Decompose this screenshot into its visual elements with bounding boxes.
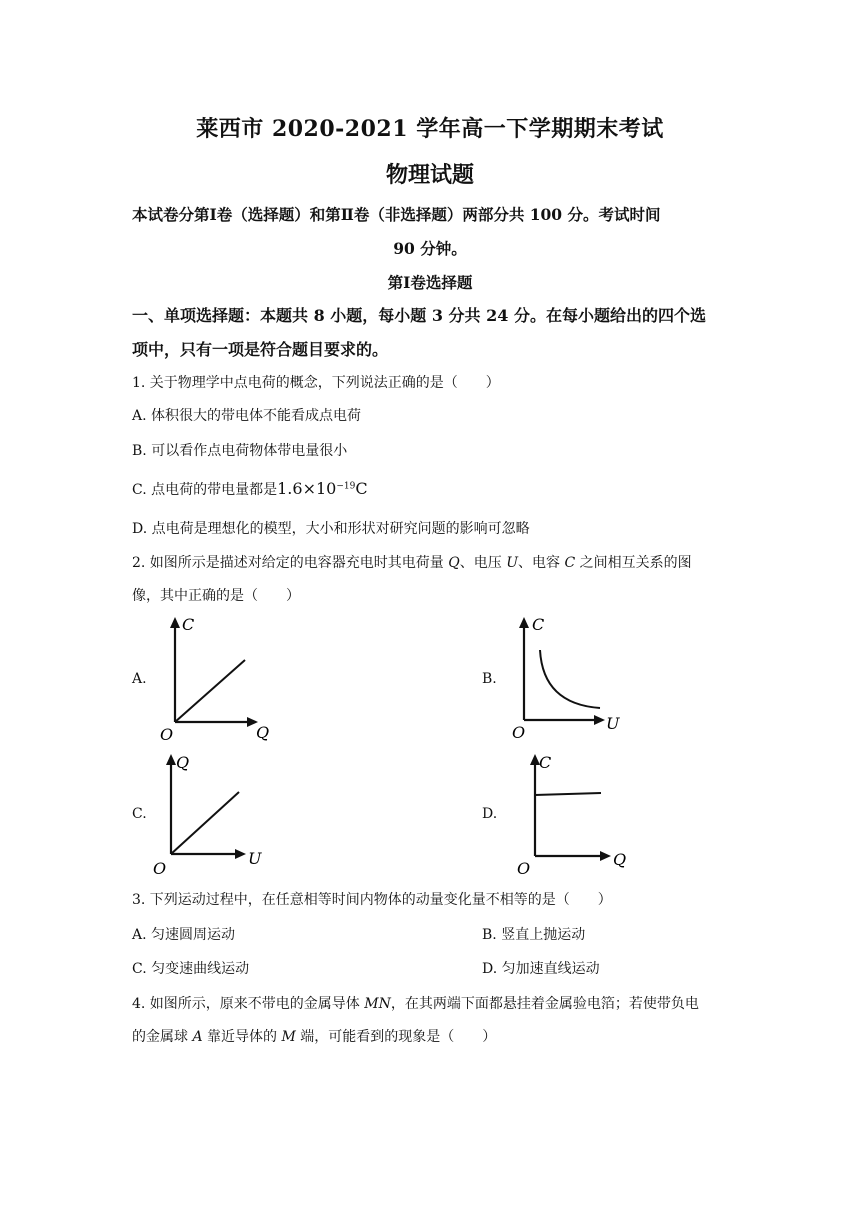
graph-d-line [535, 793, 601, 795]
q1-charge-value: 1.6×10 [277, 479, 337, 498]
graph-b-y-arrow-icon [519, 617, 529, 628]
q2-option-b-label: B. [482, 671, 497, 687]
q1-option-d: D. 点电荷是理想化的模型，大小和形状对研究问题的影响可忽略 [132, 521, 530, 537]
q2-graph-b [505, 612, 635, 742]
q3-option-d: D. 匀加速直线运动 [482, 961, 600, 977]
q3-option-c: C. 匀变速曲线运动 [132, 961, 250, 977]
q3-option-a: A. 匀速圆周运动 [132, 927, 236, 943]
q4-var-a: A [192, 1029, 203, 1045]
graph-b-x-label: U [606, 714, 620, 733]
q2-stem-sep1: 、电压 [459, 555, 507, 571]
q3-option-b: B. 竖直上抛运动 [482, 927, 586, 943]
q2-graph-d [505, 748, 635, 878]
q1-stem: 1. 关于物理学中点电荷的概念，下列说法正确的是（ ） [132, 375, 500, 391]
q2-stem-sep2: 、电容 [518, 555, 565, 571]
q2-stem-line2: 像，其中正确的是（ ） [132, 588, 300, 604]
q2-option-d-label: D. [482, 806, 498, 822]
volume-title: 第Ⅰ卷选择题 [387, 273, 473, 292]
q1-charge-exponent: −19 [336, 481, 356, 492]
q2-stem-text-b: 之间相互关系的图 [575, 555, 692, 571]
q1-option-a: A. 体积很大的带电体不能看成点电荷 [132, 408, 362, 424]
q2-graph-c [150, 748, 280, 878]
q4-stem-text-a: 4. 如图所示，原来不带电的金属导体 [132, 996, 365, 1012]
q2-stem-text-a: 2. 如图所示是描述对给定的电容器充电时其电荷量 [132, 555, 449, 571]
graph-b-origin: O [512, 723, 526, 742]
q2-var-q: Q [448, 555, 460, 571]
graph-d-x-label: Q [613, 850, 627, 869]
q2-var-u: U [506, 555, 519, 571]
q3-stem: 3. 下列运动过程中，在任意相等时间内物体的动量变化量不相等的是（ ） [132, 892, 612, 908]
exam-subtitle: 物理试题 [385, 162, 474, 188]
graph-d-y-label: C [539, 753, 552, 772]
q2-stem-line1 [132, 552, 692, 572]
q1-charge-unit: C [355, 479, 368, 498]
exam-intro-line2: 90 分钟。 [393, 239, 467, 258]
q4-stem-text-d: 靠近导体的 [202, 1029, 282, 1045]
q4-var-mn: MN [364, 996, 391, 1012]
q4-var-m: M [281, 1029, 296, 1045]
q4-stem-text-b: ，在其两端下面都悬挂着金属验电箔；若使带负电 [390, 996, 699, 1012]
graph-a-y-label: C [182, 615, 195, 634]
exam-intro-line1: 本试卷分第Ⅰ卷（选择题）和第Ⅱ卷（非选择题）两部分共 100 分。考试时间 [132, 205, 661, 224]
graph-d-x-arrow-icon [600, 851, 611, 861]
q2-option-a-label: A. [132, 671, 147, 687]
graph-c-x-arrow-icon [235, 849, 246, 859]
q2-var-c: C [564, 555, 576, 571]
graph-a-line [175, 660, 245, 722]
q2-graph-a [150, 612, 280, 742]
q1-option-c [132, 479, 368, 499]
graph-a-x-label: Q [256, 723, 270, 742]
graph-c-line [171, 792, 239, 854]
graph-b-x-arrow-icon [594, 715, 605, 725]
graph-b-curve [540, 650, 600, 708]
q1-option-b: B. 可以看作点电荷物体带电量很小 [132, 443, 348, 459]
graph-d-origin: O [517, 859, 531, 878]
graph-a-y-arrow-icon [170, 617, 180, 628]
section-heading-line1: 一、单项选择题：本题共 8 小题，每小题 3 分共 24 分。在每小题给出的四个选 [132, 306, 706, 325]
graph-c-origin: O [153, 859, 167, 878]
graph-a-origin: O [160, 725, 174, 742]
q4-stem-line2 [132, 1026, 496, 1046]
q4-stem-line1 [132, 993, 699, 1013]
graph-c-y-arrow-icon [166, 754, 176, 765]
graph-c-x-label: U [248, 849, 262, 868]
exam-title: 莱西市 2020-2021 学年高一下学期期末考试 [196, 116, 664, 142]
q4-stem-text-e: 端，可能看到的现象是（ ） [295, 1029, 497, 1045]
q4-stem-text-c: 的金属球 [132, 1029, 193, 1045]
section-heading-line2: 项中，只有一项是符合题目要求的。 [132, 340, 389, 359]
q2-option-c-label: C. [132, 806, 147, 822]
graph-b-y-label: C [532, 615, 545, 634]
graph-c-y-label: Q [176, 753, 190, 772]
q1-option-c-text: C. 点电荷的带电量都是 [132, 482, 278, 498]
